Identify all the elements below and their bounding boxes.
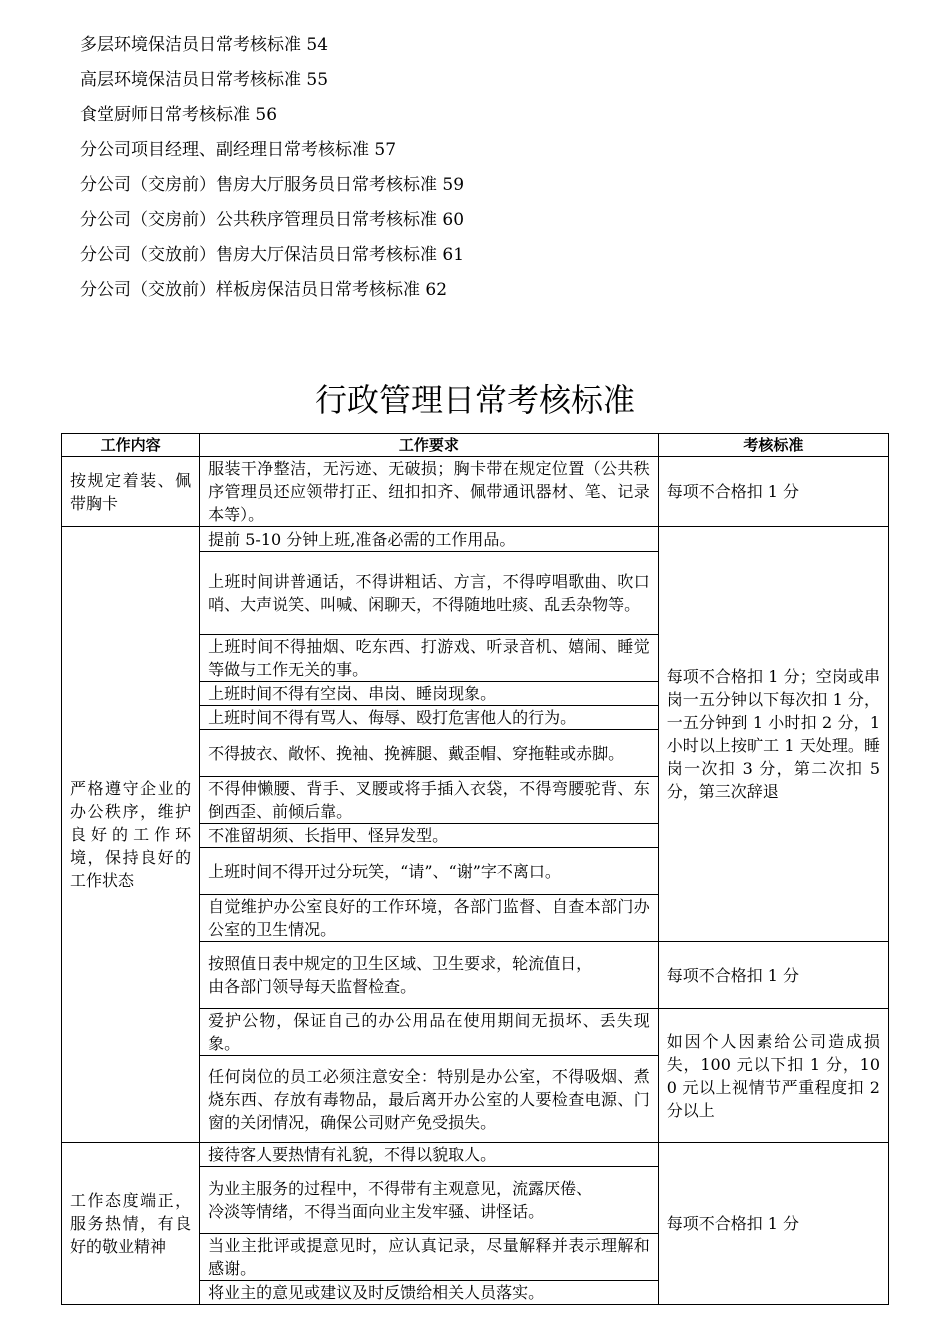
requirement-cell: 将业主的意见或建议及时反馈给相关人员落实。: [200, 1281, 659, 1305]
standard-cell: 每项不合格扣 1 分；空岗或串岗一五分钟以下每次扣 1 分，一五分钟到 1 小时扣 2 分，1 小时以上按旷工 1 天处理。睡岗一次扣 3 分，第二次扣 5 分，第三次辞退: [658, 527, 888, 942]
standard-cell: 每项不合格扣 1 分: [658, 1143, 888, 1305]
requirement-cell: 上班时间不得开过分玩笑，“请”、“谢”字不离口。: [200, 848, 659, 895]
table-of-contents: [80, 33, 464, 313]
requirement-cell: 按照值日表中规定的卫生区域、卫生要求，轮流值日， 由各部门领导每天监督检查。: [200, 942, 659, 1009]
standard-cell: 如因个人因素给公司造成损失，100 元以下扣 1 分，100 元以上视情节严重程度扣 2 分以上: [658, 1009, 888, 1143]
header-assessment-standard: 考核标准: [658, 434, 888, 457]
table-header-row: [62, 434, 889, 457]
requirement-cell: 任何岗位的员工必须注意安全：特别是办公室，不得吸烟、煮烧东西、存放有毒物品，最后离开办公室的人要检查电源、门窗的关闭情况，确保公司财产免受损失。: [200, 1056, 659, 1143]
toc-entry[interactable]: 多层环境保洁员日常考核标准 54: [80, 35, 329, 55]
toc-entry[interactable]: 分公司（交放前）样板房保洁员日常考核标准 62: [80, 280, 448, 300]
requirement-cell: 上班时间不得抽烟、吃东西、打游戏、听录音机、嬉闹、睡觉等做与工作无关的事。: [200, 635, 659, 682]
toc-entry[interactable]: 分公司（交房前）公共秩序管理员日常考核标准 60: [80, 210, 465, 230]
category-cell: 严格遵守企业的办公秩序，维护良好的工作环境，保持良好的工作状态: [62, 527, 200, 1143]
requirement-cell: 不准留胡须、长指甲、怪异发型。: [200, 824, 659, 848]
requirement-cell: 上班时间不得有空岗、串岗、睡岗现象。: [200, 682, 659, 706]
requirement-cell: 上班时间不得有骂人、侮辱、殴打危害他人的行为。: [200, 706, 659, 730]
requirement-cell: 不得伸懒腰、背手、叉腰或将手插入衣袋，不得弯腰驼背、东倒西歪、前倾后靠。: [200, 777, 659, 824]
category-cell: 按规定着装、佩带胸卡: [62, 457, 200, 527]
toc-entry[interactable]: 高层环境保洁员日常考核标准 55: [80, 70, 329, 90]
requirement-cell: 为业主服务的过程中，不得带有主观意见，流露厌倦、 冷淡等情绪，不得当面向业主发牢骚、讲怪话。: [200, 1167, 659, 1234]
requirement-cell: 提前 5-10 分钟上班,准备必需的工作用品。: [200, 527, 659, 552]
requirement-cell: 服装干净整洁，无污迹、无破损；胸卡带在规定位置（公共秩序管理员还应领带打正、纽扣扣齐、佩带通讯器材、笔、记录本等）。: [200, 457, 659, 527]
standard-cell: 每项不合格扣 1 分: [658, 457, 888, 527]
header-work-content: 工作内容: [62, 434, 200, 457]
toc-entry[interactable]: 分公司（交房前）售房大厅服务员日常考核标准 59: [80, 175, 465, 195]
requirement-cell: 不得披衣、敞怀、挽袖、挽裤腿、戴歪帽、穿拖鞋或赤脚。: [200, 730, 659, 777]
requirement-cell: 上班时间讲普通话，不得讲粗话、方言，不得哼唱歌曲、吹口哨、大声说笑、叫喊、闲聊天，不得随地吐痰、乱丢杂物等。: [200, 552, 659, 635]
header-work-requirements: 工作要求: [200, 434, 659, 457]
toc-entry[interactable]: 分公司（交放前）售房大厅保洁员日常考核标准 61: [80, 245, 465, 265]
requirement-cell: 接待客人要热情有礼貌，不得以貌取人。: [200, 1143, 659, 1167]
table-row: [62, 457, 889, 527]
document-title: 行政管理日常考核标准: [314, 381, 635, 419]
table-row: [62, 527, 889, 552]
category-cell: 工作态度端正，服务热情，有良好的敬业精神: [62, 1143, 200, 1305]
table-row: [62, 1143, 889, 1167]
assessment-table: [61, 433, 889, 1305]
standard-cell: 每项不合格扣 1 分: [658, 942, 888, 1009]
toc-entry[interactable]: 分公司项目经理、副经理日常考核标准 57: [80, 140, 397, 160]
requirement-cell: 自觉维护办公室良好的工作环境，各部门监督、自查本部门办公室的卫生情况。: [200, 895, 659, 942]
toc-entry[interactable]: 食堂厨师日常考核标准 56: [80, 105, 278, 125]
requirement-cell: 当业主批评或提意见时，应认真记录，尽量解释并表示理解和感谢。: [200, 1234, 659, 1281]
requirement-cell: 爱护公物，保证自己的办公用品在使用期间无损坏、丢失现象。: [200, 1009, 659, 1056]
